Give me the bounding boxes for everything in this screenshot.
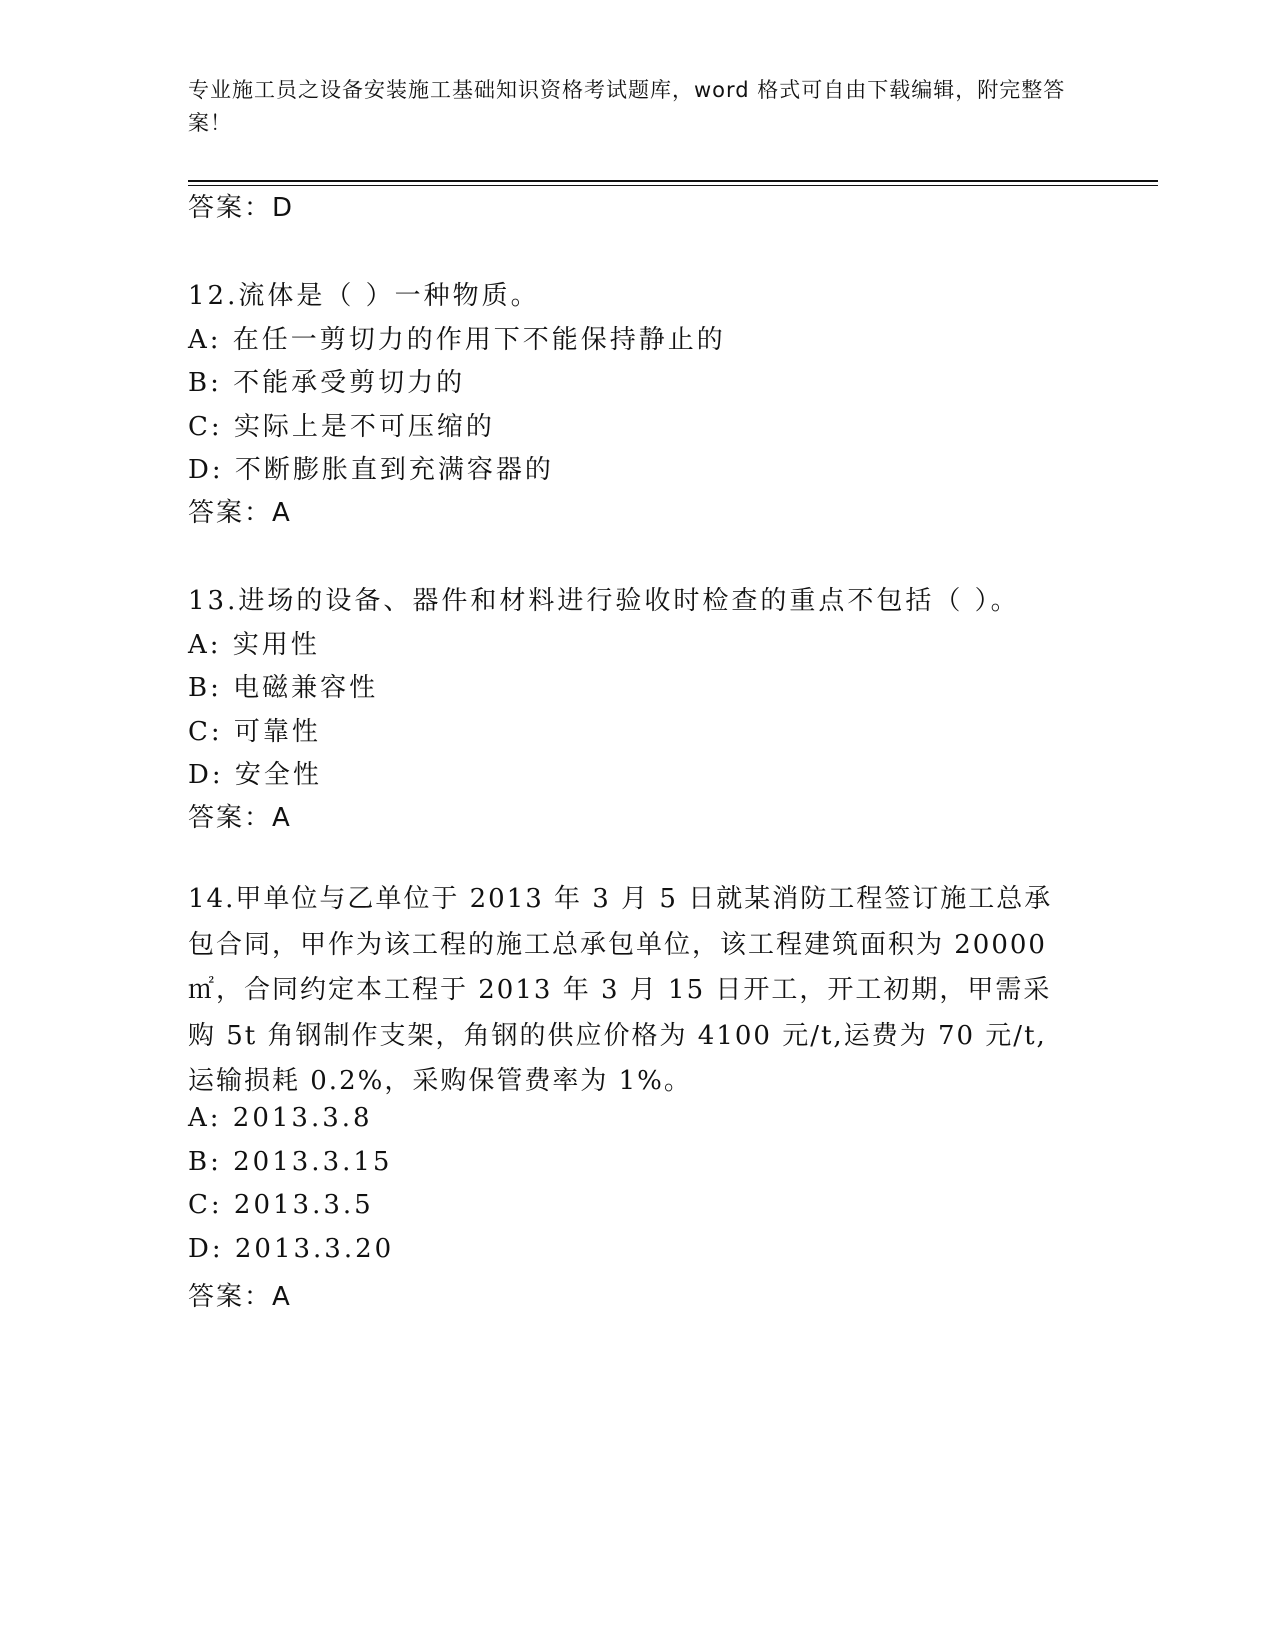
answer-line: 答案：A	[188, 498, 292, 528]
option-c: C: 可靠性	[188, 717, 321, 747]
answer-line: 答案：D	[188, 193, 295, 223]
option-b: B: 2013.3.15	[188, 1147, 393, 1177]
document-header: 专业施工员之设备安装施工基础知识资格考试题库，word 格式可自由下载编辑，附完整答案！	[188, 78, 1066, 135]
option-b: B: 电磁兼容性	[188, 673, 379, 703]
option-d: D: 安全性	[188, 760, 322, 790]
question-stem: 13.进场的设备、器件和材料进行验收时检查的重点不包括（ ）。	[188, 586, 1020, 616]
option-c: C: 实际上是不可压缩的	[188, 412, 495, 442]
question-stem: 12.流体是（ ）一种物质。	[188, 281, 540, 311]
option-b: B: 不能承受剪切力的	[188, 368, 466, 398]
option-a: A: 在任一剪切力的作用下不能保持静止的	[188, 325, 726, 355]
answer-line: 答案：A	[188, 803, 292, 833]
question-stem: 14.甲单位与乙单位于 2013 年 3 月 5 日就某消防工程签订施工总承包合同，甲作为该工程的施工总承包单位，该工程建筑面积为 20000㎡，合同约定本工程于 2013 年 3 月 15 日开工，开工初期，甲需采购 5t 角钢制作支架，角钢的供应价格为 4100 元/t,运费为 70 元/t,运输损耗 0.2%，采购保管费率为 1%。	[188, 884, 1053, 1096]
option-a: A: 2013.3.8	[188, 1103, 373, 1133]
option-d: D: 2013.3.20	[188, 1234, 395, 1264]
header-rule-thin	[188, 185, 1158, 186]
option-c: C: 2013.3.5	[188, 1190, 374, 1220]
answer-line: 答案：A	[188, 1282, 292, 1312]
option-a: A: 实用性	[188, 630, 320, 660]
header-rule-thick	[188, 180, 1158, 182]
option-d: D: 不断膨胀直到充满容器的	[188, 455, 554, 485]
